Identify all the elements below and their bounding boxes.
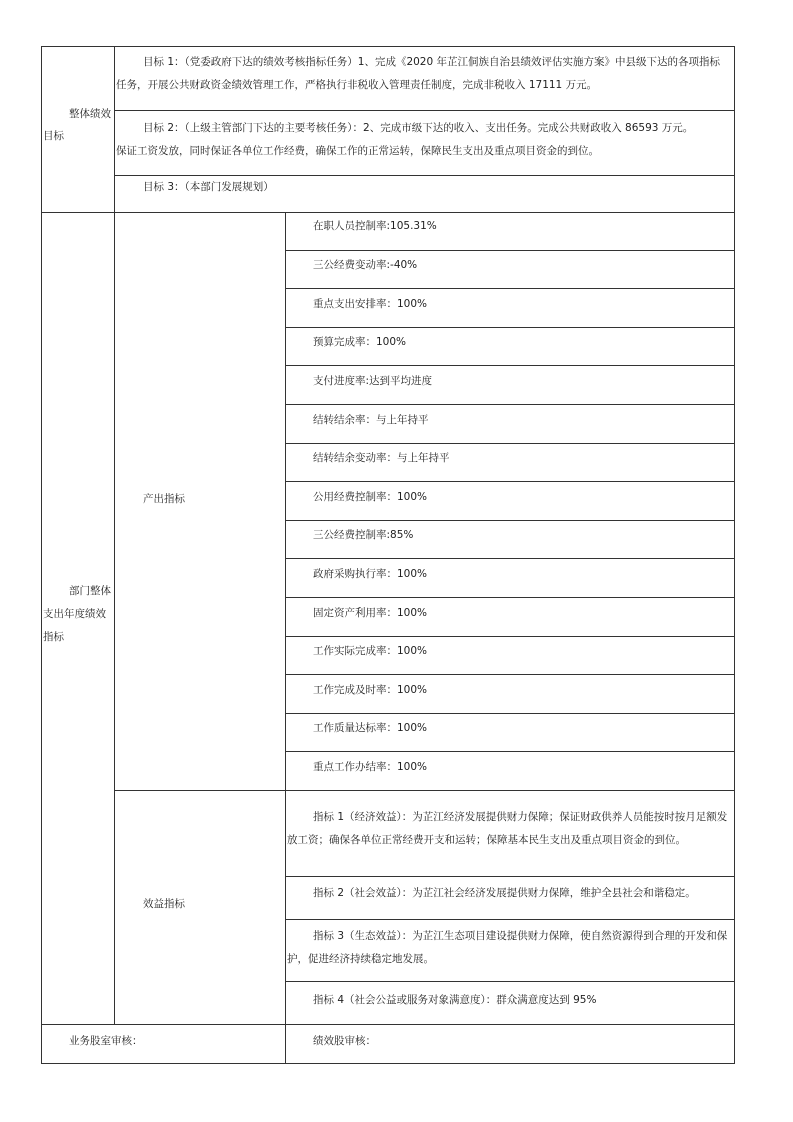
column-divider <box>285 212 286 1064</box>
row-divider <box>285 288 735 289</box>
section-divider <box>41 212 735 213</box>
output-item: 固定资产利用率：100% <box>313 607 428 619</box>
row-divider <box>285 520 735 521</box>
row-divider <box>285 597 735 598</box>
benefit-item: 护，促进经济持续稳定地发展。 <box>287 953 434 965</box>
output-item: 三公经费变动率:-40% <box>313 259 418 271</box>
benefit-indicators-label: 效益指标 <box>143 898 185 910</box>
section-divider <box>41 1024 735 1025</box>
benefit-item: 指标 1（经济效益）：为芷江经济发展提供财力保障；保证财政供养人员能按时按月足额发 <box>313 811 728 823</box>
column-divider <box>114 46 115 1024</box>
goal-3-text: 目标 3：（本部门发展规划） <box>143 181 274 193</box>
output-item: 结转结余率：与上年持平 <box>313 414 429 426</box>
row-divider <box>285 636 735 637</box>
row-divider <box>285 404 735 405</box>
row-divider <box>285 558 735 559</box>
benefit-item: 指标 2（社会效益）：为芷江社会经济发展提供财力保障，维护全县社会和谐稳定。 <box>313 887 696 899</box>
row-divider <box>285 981 735 982</box>
output-item: 重点工作办结率：100% <box>313 761 428 773</box>
goal-1-text: 任务，开展公共财政资金绩效管理工作，严格执行非税收入管理责任制度，完成非税收入 17111 万元。 <box>116 79 598 91</box>
goal-2-text: 保证工资发放，同时保证各单位工作经费，确保工作的正常运转，保障民生支出及重点项目资金的到位。 <box>116 145 599 157</box>
business-review-label: 业务股室审核： <box>69 1035 143 1047</box>
goals-label: 目标 <box>43 130 64 142</box>
output-item: 重点支出安排率：100% <box>313 298 428 310</box>
row-divider <box>285 365 735 366</box>
row-divider <box>285 674 735 675</box>
row-divider <box>285 713 735 714</box>
row-divider <box>285 751 735 752</box>
output-item: 工作完成及时率：100% <box>313 684 428 696</box>
row-divider <box>285 250 735 251</box>
benefit-item: 指标 3（生态效益）：为芷江生态项目建设提供财力保障，使自然资源得到合理的开发和保 <box>313 930 728 942</box>
output-item: 工作实际完成率：100% <box>313 645 428 657</box>
goal-2-text: 目标 2：（上级主管部门下达的主要考核任务）：2、完成市级下达的收入、支出任务。完成公共财政收入 86593 万元。 <box>143 122 694 134</box>
output-item: 政府采购执行率：100% <box>313 568 428 580</box>
row-divider <box>114 790 735 791</box>
goal-1-text: 目标 1：（党委政府下达的绩效考核指标任务）1、完成《2020 年芷江侗族自治县绩效评估实施方案》中县级下达的各项指标 <box>143 56 721 68</box>
performance-review-label: 绩效股审核： <box>313 1035 376 1047</box>
output-indicators-label: 产出指标 <box>143 493 185 505</box>
row-divider <box>285 876 735 877</box>
output-item: 支付进度率:达到平均进度 <box>313 375 433 387</box>
output-item: 工作质量达标率：100% <box>313 722 428 734</box>
row-divider <box>285 443 735 444</box>
output-item: 公用经费控制率：100% <box>313 491 428 503</box>
output-item: 预算完成率：100% <box>313 336 407 348</box>
goals-label: 整体绩效 <box>69 108 111 120</box>
indicators-label: 支出年度绩效 <box>43 608 106 620</box>
row-divider <box>285 481 735 482</box>
indicators-label: 指标 <box>43 631 64 643</box>
output-item: 结转结余变动率：与上年持平 <box>313 452 450 464</box>
row-divider <box>114 175 735 176</box>
benefit-item: 指标 4（社会公益或服务对象满意度）：群众满意度达到 95% <box>313 994 597 1006</box>
output-item: 三公经费控制率:85% <box>313 529 414 541</box>
row-divider <box>114 110 735 111</box>
output-item: 在职人员控制率:105.31% <box>313 220 437 232</box>
row-divider <box>285 919 735 920</box>
benefit-item: 放工资；确保各单位正常经费开支和运转；保障基本民生支出及重点项目资金的到位。 <box>287 834 686 846</box>
indicators-label: 部门整体 <box>69 585 111 597</box>
row-divider <box>285 327 735 328</box>
